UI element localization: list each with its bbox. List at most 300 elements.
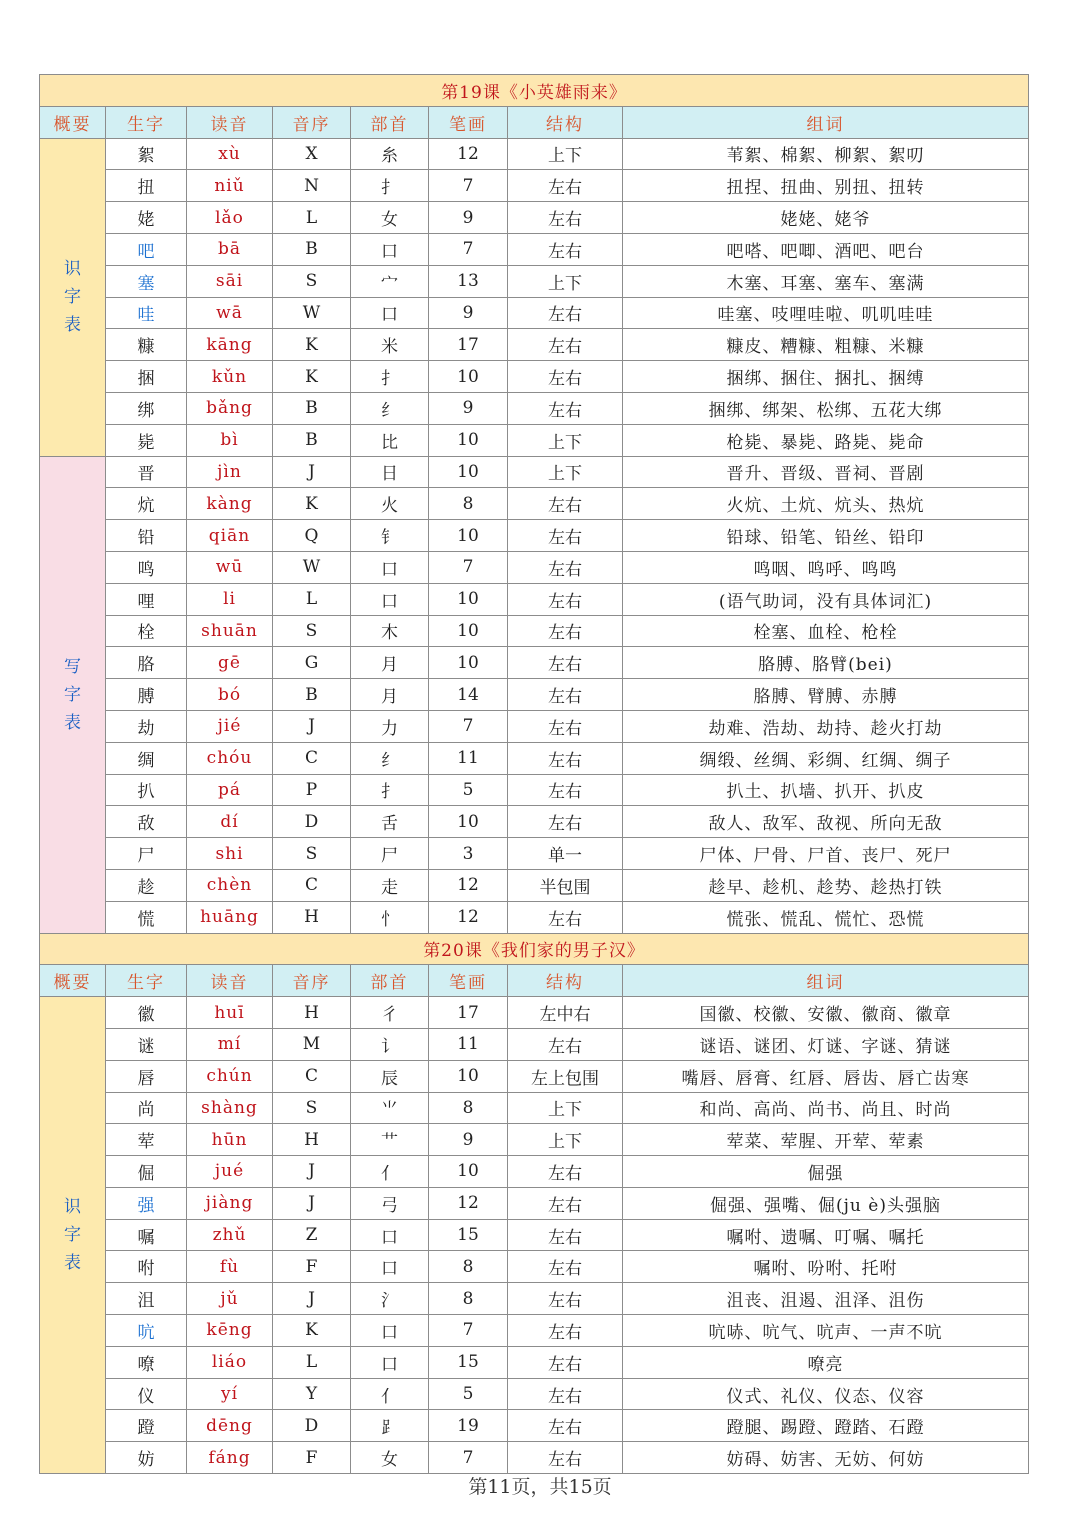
structure: 左右 — [508, 202, 623, 234]
structure: 左右 — [508, 806, 623, 838]
pinyin: qiān — [187, 520, 273, 552]
table-row — [40, 742, 1029, 774]
character: 沮 — [106, 1283, 187, 1315]
phonetic-order: B — [273, 424, 351, 456]
structure: 左右 — [508, 1346, 623, 1378]
phonetic-order: B — [273, 679, 351, 711]
pinyin: pá — [187, 774, 273, 806]
pinyin: kàng — [187, 488, 273, 520]
structure: 左右 — [508, 520, 623, 552]
character: 毙 — [106, 424, 187, 456]
structure: 左右 — [508, 361, 623, 393]
column-header: 概要 — [40, 965, 106, 997]
structure: 左右 — [508, 233, 623, 265]
lesson-title-row — [40, 933, 1029, 965]
phonetic-order: H — [273, 901, 351, 933]
table-row — [40, 392, 1029, 424]
phonetic-order: F — [273, 1442, 351, 1474]
stroke-count: 8 — [429, 1251, 508, 1283]
character: 强 — [106, 1187, 187, 1219]
word-examples: 枪毙、暴毙、路毙、毙命 — [623, 424, 1029, 456]
radical: ⻊ — [351, 1410, 429, 1442]
stroke-count: 10 — [429, 806, 508, 838]
phonetic-order: S — [273, 265, 351, 297]
stroke-count: 12 — [429, 138, 508, 170]
radical: 力 — [351, 710, 429, 742]
phonetic-order: N — [273, 170, 351, 202]
stroke-count: 14 — [429, 679, 508, 711]
word-examples: 嘴唇、唇膏、红唇、唇齿、唇亡齿寒 — [623, 1060, 1029, 1092]
stroke-count: 5 — [429, 774, 508, 806]
radical: 扌 — [351, 170, 429, 202]
pinyin: niǔ — [187, 170, 273, 202]
stroke-count: 7 — [429, 1442, 508, 1474]
pinyin: li — [187, 583, 273, 615]
table-row — [40, 1187, 1029, 1219]
pinyin: bì — [187, 424, 273, 456]
word-examples: 倔强、强嘴、倔(ju è)头强脑 — [623, 1187, 1029, 1219]
phonetic-order: B — [273, 392, 351, 424]
phonetic-order: J — [273, 456, 351, 488]
pinyin: xù — [187, 138, 273, 170]
stroke-count: 3 — [429, 838, 508, 870]
phonetic-order: D — [273, 806, 351, 838]
character: 扭 — [106, 170, 187, 202]
word-examples: (语气助词，没有具体词汇) — [623, 583, 1029, 615]
column-header: 笔画 — [429, 106, 508, 138]
lesson-title-row — [40, 75, 1029, 107]
character: 绑 — [106, 392, 187, 424]
word-examples: 栓塞、血栓、枪栓 — [623, 615, 1029, 647]
radical: 日 — [351, 456, 429, 488]
structure: 左右 — [508, 170, 623, 202]
pinyin: huī — [187, 997, 273, 1029]
radical: 走 — [351, 869, 429, 901]
character: 劫 — [106, 710, 187, 742]
word-examples: 木塞、耳塞、塞车、塞满 — [623, 265, 1029, 297]
section-label: 识 字 表 — [40, 997, 106, 1474]
radical: 尸 — [351, 838, 429, 870]
stroke-count: 9 — [429, 1124, 508, 1156]
table-row — [40, 1410, 1029, 1442]
structure: 左中右 — [508, 997, 623, 1029]
phonetic-order: L — [273, 1346, 351, 1378]
stroke-count: 7 — [429, 551, 508, 583]
radical: 讠 — [351, 1028, 429, 1060]
stroke-count: 10 — [429, 1060, 508, 1092]
radical: 口 — [351, 1251, 429, 1283]
radical: 口 — [351, 297, 429, 329]
phonetic-order: D — [273, 1410, 351, 1442]
character: 姥 — [106, 202, 187, 234]
phonetic-order: B — [273, 233, 351, 265]
column-header: 音序 — [273, 965, 351, 997]
character: 咐 — [106, 1251, 187, 1283]
radical: 口 — [351, 233, 429, 265]
pinyin: kēng — [187, 1315, 273, 1347]
word-examples: 火炕、土炕、炕头、热炕 — [623, 488, 1029, 520]
phonetic-order: H — [273, 997, 351, 1029]
word-examples: 荤菜、荤腥、开荤、荤素 — [623, 1124, 1029, 1156]
column-header: 结构 — [508, 965, 623, 997]
structure: 左右 — [508, 647, 623, 679]
table-row — [40, 1028, 1029, 1060]
character: 谜 — [106, 1028, 187, 1060]
structure: 左右 — [508, 679, 623, 711]
character: 敌 — [106, 806, 187, 838]
phonetic-order: S — [273, 1092, 351, 1124]
character: 荤 — [106, 1124, 187, 1156]
phonetic-order: L — [273, 583, 351, 615]
stroke-count: 17 — [429, 329, 508, 361]
structure: 单一 — [508, 838, 623, 870]
radical: 钅 — [351, 520, 429, 552]
structure: 左右 — [508, 615, 623, 647]
structure: 上下 — [508, 424, 623, 456]
pinyin: wā — [187, 297, 273, 329]
stroke-count: 7 — [429, 170, 508, 202]
column-header: 组词 — [623, 106, 1029, 138]
column-header: 结构 — [508, 106, 623, 138]
radical: 忄 — [351, 901, 429, 933]
radical: 艹 — [351, 1124, 429, 1156]
word-examples: 仪式、礼仪、仪态、仪容 — [623, 1378, 1029, 1410]
table-row — [40, 170, 1029, 202]
stroke-count: 10 — [429, 456, 508, 488]
column-header: 笔画 — [429, 965, 508, 997]
structure: 上下 — [508, 265, 623, 297]
stroke-count: 10 — [429, 520, 508, 552]
structure: 左右 — [508, 1315, 623, 1347]
pinyin: dí — [187, 806, 273, 838]
phonetic-order: J — [273, 710, 351, 742]
word-examples: 扭捏、扭曲、别扭、扭转 — [623, 170, 1029, 202]
stroke-count: 10 — [429, 647, 508, 679]
pinyin: kǔn — [187, 361, 273, 393]
phonetic-order: Q — [273, 520, 351, 552]
character: 晋 — [106, 456, 187, 488]
structure: 左右 — [508, 329, 623, 361]
table-row — [40, 265, 1029, 297]
pinyin: dēng — [187, 1410, 273, 1442]
structure: 上下 — [508, 138, 623, 170]
structure: 左右 — [508, 392, 623, 424]
stroke-count: 8 — [429, 488, 508, 520]
vocabulary-table — [39, 74, 1029, 1474]
column-header: 生字 — [106, 106, 187, 138]
structure: 左右 — [508, 297, 623, 329]
stroke-count: 12 — [429, 901, 508, 933]
table-row — [40, 1092, 1029, 1124]
stroke-count: 11 — [429, 742, 508, 774]
character: 尸 — [106, 838, 187, 870]
stroke-count: 15 — [429, 1346, 508, 1378]
word-examples: 慌张、慌乱、慌忙、恐慌 — [623, 901, 1029, 933]
character: 膊 — [106, 679, 187, 711]
character: 嘹 — [106, 1346, 187, 1378]
stroke-count: 10 — [429, 361, 508, 393]
phonetic-order: Y — [273, 1378, 351, 1410]
word-examples: 糠皮、糟糠、粗糠、米糠 — [623, 329, 1029, 361]
phonetic-order: C — [273, 742, 351, 774]
word-examples: 苇絮、棉絮、柳絮、絮叨 — [623, 138, 1029, 170]
pinyin: chèn — [187, 869, 273, 901]
radical: 宀 — [351, 265, 429, 297]
section-label: 写 字 表 — [40, 456, 106, 933]
character: 吧 — [106, 233, 187, 265]
stroke-count: 9 — [429, 297, 508, 329]
character: 蹬 — [106, 1410, 187, 1442]
word-examples: 吭哧、吭气、吭声、一声不吭 — [623, 1315, 1029, 1347]
table-row — [40, 488, 1029, 520]
pinyin: zhǔ — [187, 1219, 273, 1251]
table-row — [40, 1346, 1029, 1378]
phonetic-order: K — [273, 1315, 351, 1347]
word-examples: 捆绑、绑架、松绑、五花大绑 — [623, 392, 1029, 424]
lesson-title: 第19课《小英雄雨来》 — [40, 75, 1029, 107]
table-row — [40, 710, 1029, 742]
phonetic-order: C — [273, 1060, 351, 1092]
structure: 左右 — [508, 1251, 623, 1283]
column-header-row — [40, 106, 1029, 138]
word-examples: 扒土、扒墙、扒开、扒皮 — [623, 774, 1029, 806]
structure: 左右 — [508, 774, 623, 806]
pinyin: jǔ — [187, 1283, 273, 1315]
table-row — [40, 424, 1029, 456]
stroke-count: 7 — [429, 1315, 508, 1347]
table-row — [40, 647, 1029, 679]
radical: 纟 — [351, 392, 429, 424]
character: 栓 — [106, 615, 187, 647]
phonetic-order: S — [273, 615, 351, 647]
table-row — [40, 615, 1029, 647]
phonetic-order: G — [273, 647, 351, 679]
word-examples: 敌人、敌军、敌视、所向无敌 — [623, 806, 1029, 838]
phonetic-order: K — [273, 361, 351, 393]
table-row — [40, 138, 1029, 170]
pinyin: lǎo — [187, 202, 273, 234]
radical: 氵 — [351, 1283, 429, 1315]
radical: 木 — [351, 615, 429, 647]
radical: 比 — [351, 424, 429, 456]
stroke-count: 12 — [429, 1187, 508, 1219]
structure: 左右 — [508, 1187, 623, 1219]
table-row — [40, 233, 1029, 265]
word-examples: 嘹亮 — [623, 1346, 1029, 1378]
pinyin: bǎng — [187, 392, 273, 424]
stroke-count: 11 — [429, 1028, 508, 1060]
stroke-count: 10 — [429, 424, 508, 456]
structure: 左上包围 — [508, 1060, 623, 1092]
table-row — [40, 329, 1029, 361]
radical: 辰 — [351, 1060, 429, 1092]
structure: 上下 — [508, 1092, 623, 1124]
structure: 左右 — [508, 1156, 623, 1188]
phonetic-order: X — [273, 138, 351, 170]
phonetic-order: J — [273, 1187, 351, 1219]
character: 趁 — [106, 869, 187, 901]
table-row — [40, 838, 1029, 870]
radical: 女 — [351, 1442, 429, 1474]
word-examples: 哇塞、吱哩哇啦、叽叽哇哇 — [623, 297, 1029, 329]
radical: 扌 — [351, 361, 429, 393]
pinyin: mí — [187, 1028, 273, 1060]
structure: 左右 — [508, 1410, 623, 1442]
phonetic-order: Z — [273, 1219, 351, 1251]
radical: 口 — [351, 583, 429, 615]
pinyin: jìn — [187, 456, 273, 488]
character: 絮 — [106, 138, 187, 170]
word-examples: 绸缎、丝绸、彩绸、红绸、绸子 — [623, 742, 1029, 774]
structure: 上下 — [508, 456, 623, 488]
table-row — [40, 1156, 1029, 1188]
character: 吭 — [106, 1315, 187, 1347]
pinyin: chóu — [187, 742, 273, 774]
phonetic-order: S — [273, 838, 351, 870]
pinyin: yí — [187, 1378, 273, 1410]
character: 慌 — [106, 901, 187, 933]
character: 倔 — [106, 1156, 187, 1188]
word-examples: 谜语、谜团、灯谜、字谜、猜谜 — [623, 1028, 1029, 1060]
word-examples: 嘱咐、吩咐、托咐 — [623, 1251, 1029, 1283]
column-header: 读音 — [187, 106, 273, 138]
pinyin: jiàng — [187, 1187, 273, 1219]
word-examples: 妨碍、妨害、无妨、何妨 — [623, 1442, 1029, 1474]
radical: ⺌ — [351, 1092, 429, 1124]
pinyin: jié — [187, 710, 273, 742]
radical: 口 — [351, 1219, 429, 1251]
character: 鸣 — [106, 551, 187, 583]
structure: 左右 — [508, 710, 623, 742]
radical: 口 — [351, 1346, 429, 1378]
stroke-count: 7 — [429, 233, 508, 265]
word-examples: 吧嗒、吧唧、酒吧、吧台 — [623, 233, 1029, 265]
table-row — [40, 583, 1029, 615]
table-row — [40, 361, 1029, 393]
section-label: 识 字 表 — [40, 138, 106, 456]
column-header: 部首 — [351, 106, 429, 138]
phonetic-order: C — [273, 869, 351, 901]
word-examples: 姥姥、姥爷 — [623, 202, 1029, 234]
table-row — [40, 202, 1029, 234]
character: 哇 — [106, 297, 187, 329]
table-row — [40, 806, 1029, 838]
pinyin: kāng — [187, 329, 273, 361]
word-examples: 劫难、浩劫、劫持、趁火打劫 — [623, 710, 1029, 742]
stroke-count: 9 — [429, 392, 508, 424]
structure: 左右 — [508, 1028, 623, 1060]
character: 哩 — [106, 583, 187, 615]
word-examples: 蹬腿、踢蹬、蹬踏、石蹬 — [623, 1410, 1029, 1442]
phonetic-order: J — [273, 1283, 351, 1315]
table-row — [40, 869, 1029, 901]
pinyin: fáng — [187, 1442, 273, 1474]
column-header: 概要 — [40, 106, 106, 138]
word-examples: 晋升、晋级、晋祠、晋剧 — [623, 456, 1029, 488]
character: 尚 — [106, 1092, 187, 1124]
word-examples: 胳膊、臂膊、赤膊 — [623, 679, 1029, 711]
structure: 左右 — [508, 488, 623, 520]
table-row — [40, 1378, 1029, 1410]
phonetic-order: H — [273, 1124, 351, 1156]
stroke-count: 10 — [429, 1156, 508, 1188]
word-examples: 沮丧、沮遏、沮泽、沮伤 — [623, 1283, 1029, 1315]
pinyin: liáo — [187, 1346, 273, 1378]
phonetic-order: M — [273, 1028, 351, 1060]
character: 唇 — [106, 1060, 187, 1092]
stroke-count: 12 — [429, 869, 508, 901]
structure: 左右 — [508, 583, 623, 615]
column-header: 部首 — [351, 965, 429, 997]
word-examples: 和尚、高尚、尚书、尚且、时尚 — [623, 1092, 1029, 1124]
radical: 女 — [351, 202, 429, 234]
radical: 弓 — [351, 1187, 429, 1219]
word-examples: 鸣咽、鸣呼、鸣鸣 — [623, 551, 1029, 583]
stroke-count: 10 — [429, 615, 508, 647]
radical: 舌 — [351, 806, 429, 838]
radical: 口 — [351, 1315, 429, 1347]
structure: 左右 — [508, 1219, 623, 1251]
pinyin: jué — [187, 1156, 273, 1188]
radical: 纟 — [351, 742, 429, 774]
table-row — [40, 997, 1029, 1029]
character: 塞 — [106, 265, 187, 297]
stroke-count: 17 — [429, 997, 508, 1029]
stroke-count: 9 — [429, 202, 508, 234]
pinyin: shàng — [187, 1092, 273, 1124]
character: 妨 — [106, 1442, 187, 1474]
character: 糠 — [106, 329, 187, 361]
lesson-title: 第20课《我们家的男子汉》 — [40, 933, 1029, 965]
table-row — [40, 1219, 1029, 1251]
pinyin: shuān — [187, 615, 273, 647]
word-examples: 嘱咐、遗嘱、叮嘱、嘱托 — [623, 1219, 1029, 1251]
structure: 左右 — [508, 742, 623, 774]
table-row — [40, 1060, 1029, 1092]
structure: 左右 — [508, 1283, 623, 1315]
word-examples: 捆绑、捆住、捆扎、捆缚 — [623, 361, 1029, 393]
pinyin: gē — [187, 647, 273, 679]
table-row — [40, 456, 1029, 488]
stroke-count: 8 — [429, 1283, 508, 1315]
pinyin: fù — [187, 1251, 273, 1283]
stroke-count: 8 — [429, 1092, 508, 1124]
phonetic-order: P — [273, 774, 351, 806]
pinyin: hūn — [187, 1124, 273, 1156]
table-row — [40, 297, 1029, 329]
column-header: 读音 — [187, 965, 273, 997]
structure: 左右 — [508, 1442, 623, 1474]
pinyin: huāng — [187, 901, 273, 933]
word-examples: 铅球、铅笔、铅丝、铅印 — [623, 520, 1029, 552]
radical: 亻 — [351, 1378, 429, 1410]
structure: 上下 — [508, 1124, 623, 1156]
table-row — [40, 1124, 1029, 1156]
table-row — [40, 520, 1029, 552]
character: 徽 — [106, 997, 187, 1029]
character: 绸 — [106, 742, 187, 774]
word-examples: 尸体、尸骨、尸首、丧尸、死尸 — [623, 838, 1029, 870]
character: 炕 — [106, 488, 187, 520]
pinyin: wū — [187, 551, 273, 583]
stroke-count: 13 — [429, 265, 508, 297]
radical: 火 — [351, 488, 429, 520]
column-header: 音序 — [273, 106, 351, 138]
radical: 扌 — [351, 774, 429, 806]
radical: 亻 — [351, 1156, 429, 1188]
phonetic-order: F — [273, 1251, 351, 1283]
table-row — [40, 1283, 1029, 1315]
